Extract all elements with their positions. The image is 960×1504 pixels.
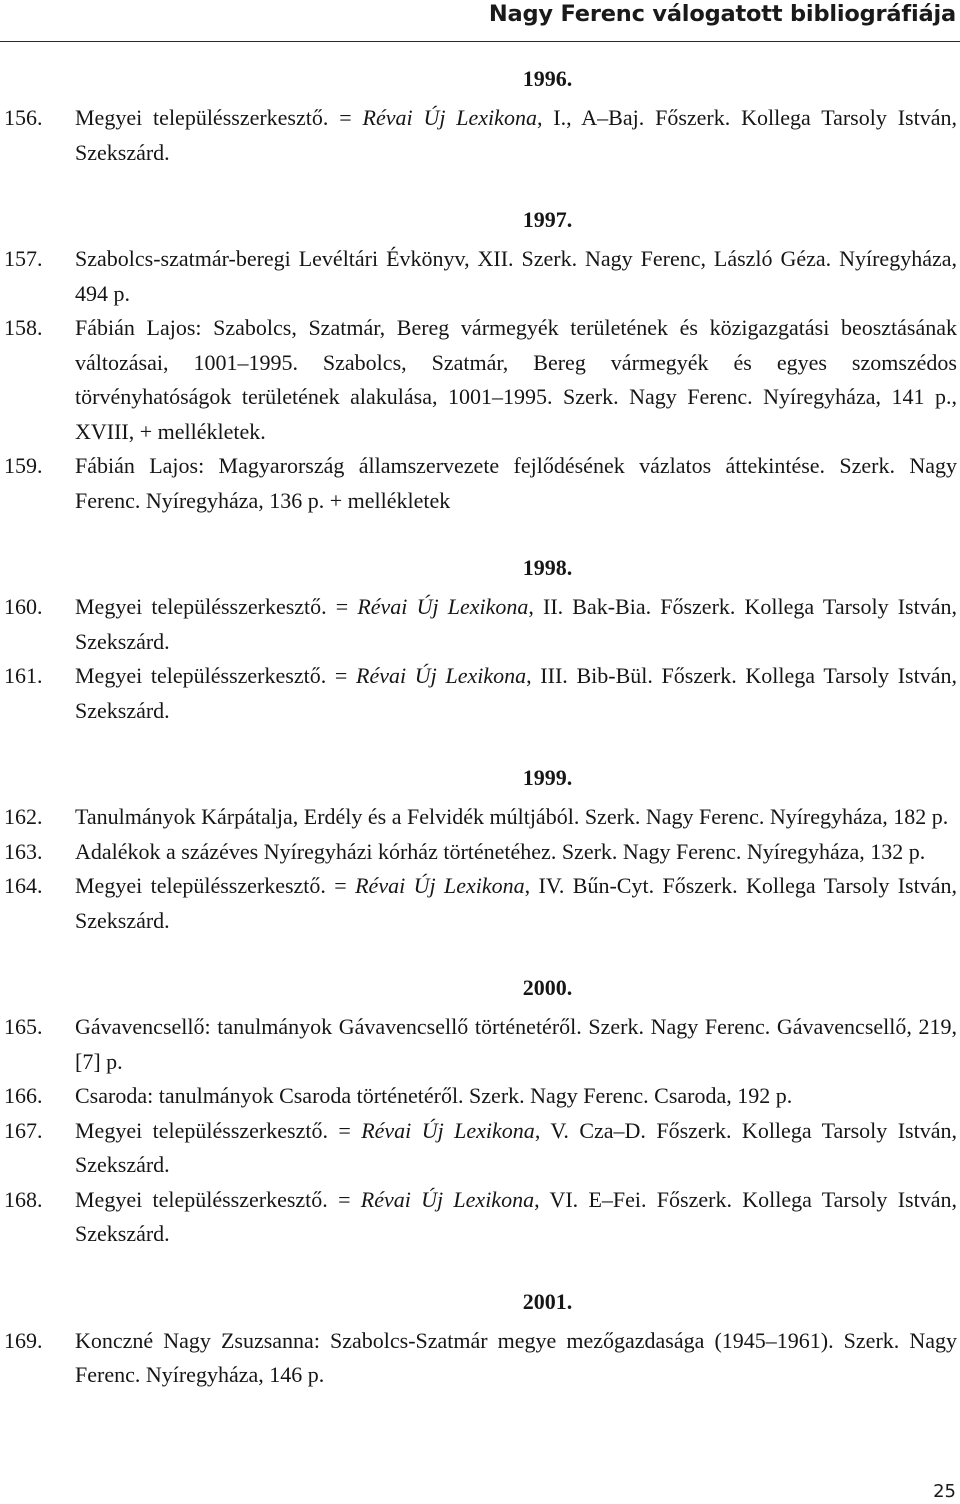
year-section [0, 67, 960, 170]
bibliography-entry [0, 449, 960, 518]
entry-text [75, 1079, 957, 1114]
bibliography-list [0, 57, 960, 1393]
year-heading: 1996. [522, 66, 573, 91]
entry-number: 158. [4, 315, 43, 340]
entry-text [75, 659, 957, 728]
header-rule [0, 41, 960, 42]
bibliography-entry [0, 800, 960, 835]
entry-number: 164. [4, 873, 43, 898]
entry-text [75, 800, 957, 835]
section-gap [0, 938, 960, 966]
work-title: Révai Új Lexikona [355, 873, 525, 898]
entry-text [75, 1114, 957, 1183]
year-section [0, 170, 960, 518]
section-gap [0, 170, 960, 198]
year-heading: 1999. [522, 765, 573, 790]
bibliography-entry [0, 242, 960, 311]
entry-text [75, 869, 957, 938]
entry-text-part: Megyei településszerkesztő. = [75, 1117, 362, 1143]
bibliography-entry [0, 1324, 960, 1393]
entry-text [75, 590, 957, 659]
entry-text-part: Megyei településszerkesztő. = [75, 105, 363, 130]
bibliography-entry [0, 1010, 960, 1079]
entry-text-part: Szabolcs-szatmár-beregi Levéltári Évkönyv, XII. Szerk. Nagy Ferenc, László Géza. Nyíregyháza, 494 p. [75, 246, 957, 306]
entry-text-part: , II. Bak-Bia. Főszerk. Kollega Tarsoly István, Szekszárd. [75, 594, 957, 654]
entry-number: 163. [4, 838, 43, 864]
year-section [0, 518, 960, 728]
bibliography-entry [0, 1079, 960, 1114]
entry-text-part: Megyei településszerkesztő. = [75, 663, 356, 688]
bibliography-entry [0, 835, 960, 870]
year-section [0, 728, 960, 938]
entry-text [75, 449, 957, 518]
year-heading: 2001. [522, 1288, 573, 1314]
page-number: 25 [933, 1481, 956, 1502]
entry-text-part: , IV. Bűn-Cyt. Főszerk. Kollega Tarsoly István, Szekszárd. [75, 873, 957, 933]
entry-number: 168. [4, 1186, 43, 1212]
work-title: Révai Új Lexikona [360, 1186, 535, 1212]
entry-number: 157. [4, 246, 43, 271]
section-gap [0, 518, 960, 546]
entry-text [75, 242, 957, 311]
work-title: Révai Új Lexikona [362, 105, 537, 130]
bibliography-entry [0, 1114, 960, 1183]
entry-text-part: Fábián Lajos: Szabolcs, Szatmár, Bereg vármegyék területének és közigazgatási beosztásának változásai, 1001–1995. Szabolcs, Szatmár, Bereg vármegyék és egyes szomszédos törvényhatóságok területének alakulása, 1001–1995. Szerk. Nagy Ferenc. Nyíregyháza, 141 p., XVIII, + mellékletek. [75, 315, 957, 444]
entry-number: 167. [4, 1117, 43, 1143]
bibliography-entry [0, 311, 960, 449]
entry-text [75, 835, 957, 870]
year-section [0, 938, 960, 1252]
entry-number: 165. [4, 1014, 43, 1039]
entry-text-part: Megyei településszerkesztő. = [75, 594, 358, 619]
section-gap [0, 1252, 960, 1280]
entry-text-part: , V. Cza–D. Főszerk. Kollega Tarsoly István, Szekszárd. [75, 1117, 957, 1177]
entry-text [75, 311, 957, 449]
entry-text-part: Gávavencsellő: tanulmányok Gávavencsellő történetéről. Szerk. Nagy Ferenc. Gávavencsellő, 219, [7] p. [75, 1014, 957, 1074]
entry-text [75, 1324, 957, 1393]
entry-number: 169. [4, 1327, 43, 1353]
running-header-title: Nagy Ferenc válogatott bibliográfiája [488, 1, 956, 27]
entry-text-part: Konczné Nagy Zsuzsanna: Szabolcs-Szatmár megye mezőgazdasága (1945–1961). Szerk. Nagy Ferenc. Nyíregyháza, 146 p. [75, 1327, 957, 1387]
entry-number: 162. [4, 804, 43, 829]
work-title: Révai Új Lexikona [361, 1117, 535, 1143]
entry-text-part: Fábián Lajos: Magyarország államszervezete fejlődésének vázlatos áttekintése. Szerk. Nagy Ferenc. Nyíregyháza, 136 p. + mellékletek [75, 453, 957, 513]
entry-text-part: Adalékok a százéves Nyíregyházi kórház történetéhez. Szerk. Nagy Ferenc. Nyíregyháza, 132 p. [75, 838, 926, 864]
entry-number: 156. [4, 105, 43, 130]
bibliography-entry [0, 659, 960, 728]
section-gap [0, 728, 960, 756]
running-header [0, 0, 960, 46]
entry-number: 166. [4, 1083, 43, 1108]
entry-text-part: , VI. E–Fei. Főszerk. Kollega Tarsoly István, Szekszárd. [75, 1186, 957, 1246]
entry-text-part: Csaroda: tanulmányok Csaroda történetéről. Szerk. Nagy Ferenc. Csaroda, 192 p. [75, 1083, 793, 1108]
work-title: Révai Új Lexikona [357, 594, 529, 619]
entry-text [75, 1010, 957, 1079]
entry-number: 159. [4, 453, 43, 478]
entry-text [75, 1183, 957, 1252]
entry-number: 160. [4, 594, 43, 619]
bibliography-entry [0, 869, 960, 938]
entry-text-part: , I., A–Baj. Főszerk. Kollega Tarsoly István, Szekszárd. [75, 105, 957, 165]
work-title: Révai Új Lexikona [356, 663, 527, 688]
bibliography-entry [0, 1183, 960, 1252]
year-section [0, 1252, 960, 1393]
entry-text-part: Tanulmányok Kárpátalja, Erdély és a Felvidék múltjából. Szerk. Nagy Ferenc. Nyíregyháza, 182 p. [75, 804, 949, 829]
bibliography-entry [0, 101, 960, 170]
entry-number: 161. [4, 663, 43, 688]
entry-text-part: Megyei településszerkesztő. = [75, 873, 356, 898]
year-heading: 1998. [522, 555, 573, 580]
entry-text-part: , III. Bib-Bül. Főszerk. Kollega Tarsoly István, Szekszárd. [75, 663, 957, 723]
bibliography-entry [0, 590, 960, 659]
year-heading: 2000. [522, 975, 573, 1000]
entry-text [75, 101, 957, 170]
entry-text-part: Megyei településszerkesztő. = [75, 1186, 361, 1212]
year-heading: 1997. [522, 207, 573, 232]
